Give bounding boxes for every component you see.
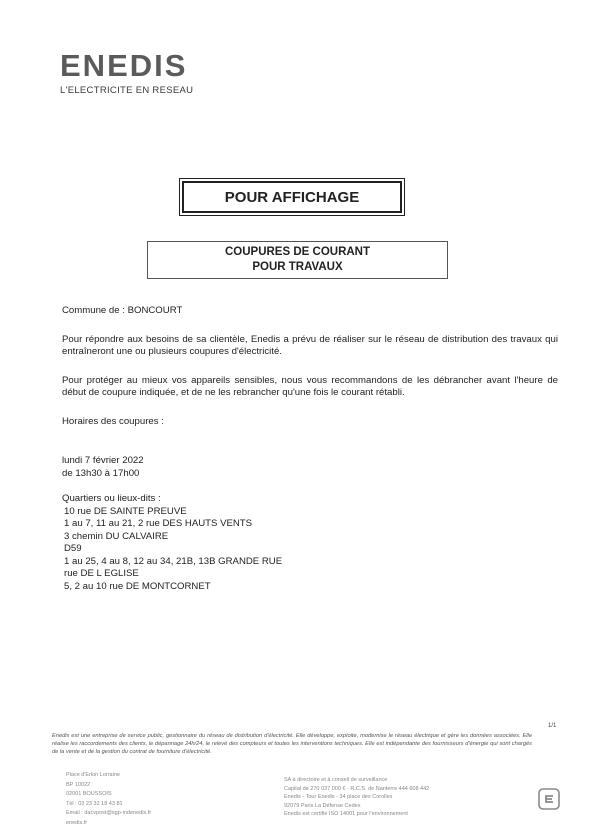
address-line: Place d'Erlon Lorraine [66, 772, 120, 778]
schedule-date: lundi 7 février 2022 [62, 455, 144, 466]
district-item: 5, 2 au 10 rue DE MONTCORNET [64, 580, 211, 592]
enedis-e-icon [538, 788, 560, 810]
address-line: 02001 BOUSSOIS [66, 791, 112, 797]
coupures-box [147, 241, 448, 279]
logo-tagline: L'ELECTRICITE EN RESEAU [60, 85, 194, 96]
footer-address-left [66, 771, 151, 828]
districts-label: Quartiers ou lieux-dits : [62, 493, 161, 504]
district-item: rue DE L EGLISE [64, 568, 139, 579]
legal-text: Enedis est une entreprise de service public, gestionnaire du réseau de distribution d'électricité. Elle développe, exploite, modernise le réseau électrique et gère les données associées. Elle réalise les raccordements des clients, le dépannage 24h/24, le relevé des compteurs et toutes les interventions techniques. Elle est indépendante des fournisseurs d'énergie qui sont chargés de la vente et de la gestion du contrat de fourniture d'électricité. [52, 733, 532, 755]
schedule-time: de 13h30 à 17h00 [62, 467, 140, 479]
company-line: 92079 Paris La Défense Cedex [284, 802, 361, 809]
company-line: Enedis - Tour Enedis - 34 place des Corolles [284, 794, 393, 800]
district-item: D59 [64, 543, 82, 554]
coupures-title-line2: POUR TRAVAUX [252, 261, 343, 273]
coupures-title-line1: COUPURES DE COURANT [224, 246, 371, 258]
company-line: SA à directoire et à conseil de surveillance [284, 777, 388, 783]
company-line: Capital de 270 037 000 € - R.C.S. de Nanterre 444 608 442 [284, 785, 430, 792]
intro-paragraph: Pour répondre aux besoins de sa clientèle, Enedis a prévu de réaliser sur le réseau de distribution des travaux qui entraîneront une ou plusieurs coupures d'électricité. [62, 333, 558, 357]
schedule-label: Horaires des coupures : [62, 415, 164, 427]
footer-address-right [284, 776, 429, 819]
pour-affichage-box: POUR AFFICHAGE [182, 181, 402, 213]
district-item: 3 chemin DU CALVAIRE [64, 530, 169, 542]
notice-body [62, 305, 558, 593]
district-item: 1 au 25, 4 au 8, 12 au 34, 21B, 13B GRANDE RUE [64, 555, 283, 567]
address-line: Tél : 03 23 32 18 43 81 [66, 800, 123, 807]
address-line: BP 10022 [66, 781, 91, 788]
logo-wordmark: ENEDIS [60, 48, 188, 83]
enedis-logo [60, 50, 193, 96]
district-item: 1 au 7, 11 au 21, 2 rue DES HAUTS VENTS [64, 518, 253, 529]
commune-line: Commune de : BONCOURT [62, 305, 183, 316]
company-line: Enedis est certifié ISO 14001 pour l'environnement [284, 811, 408, 817]
district-item: 10 rue DE SAINTE PREUVE [64, 505, 187, 517]
page-number: 1/1 [548, 723, 557, 729]
advice-paragraph: Pour protéger au mieux vos appareils sensibles, nous vous recommandons de les débrancher avant l'heure de début de coupure indiquée, et de ne les rebrancher qu'une fois le courant rétabli. [62, 374, 558, 398]
address-line: Email : dacvpost@sgp-indenedis.fr [66, 810, 152, 816]
address-line: enedis.fr [66, 819, 88, 826]
